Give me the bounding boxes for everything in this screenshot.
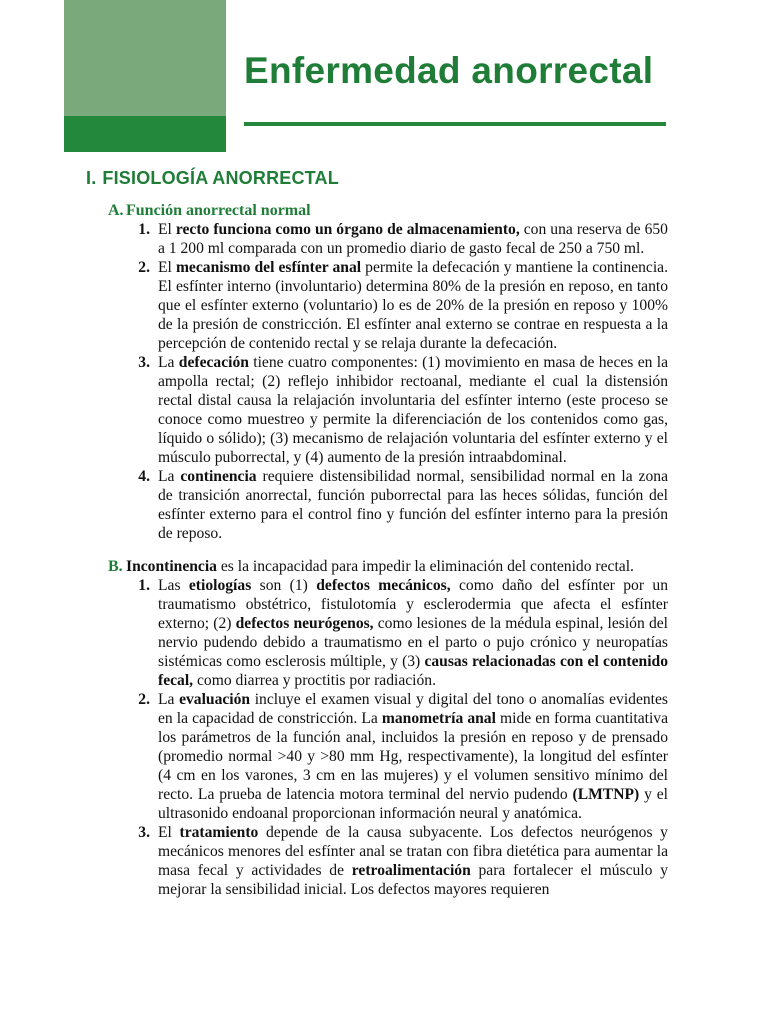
- text-run: El: [158, 259, 176, 276]
- list-item: [126, 823, 668, 899]
- text-run: La: [158, 468, 181, 485]
- bold-term: defecación: [178, 354, 249, 371]
- subsection-a-list: [126, 220, 668, 543]
- item-number: 1.: [138, 577, 150, 594]
- text-run: La: [158, 354, 179, 371]
- item-number: 4.: [138, 468, 150, 485]
- text-run: es la incapacidad para impedir la eliminación del contenido rectal.: [216, 558, 634, 575]
- bold-term: tratamiento: [179, 824, 259, 841]
- subsection-b: [86, 557, 668, 899]
- text-run: y el ultrasonido endoanal proporcionan información neural y anatómica.: [158, 786, 668, 822]
- text-run: como lesiones de la médula espinal, lesión del nervio pudendo debido a traumatismo en el parto o pujo crónico y neuropatías sistémicas como esclerosis múltiple, y (3): [158, 615, 668, 670]
- text-run: requiere distensibilidad normal, sensibilidad normal en la zona de transición anorrectal, función puborrectal para las heces sólidas, función del esfínter externo para el control fino y función del esfínter interno para la presión de reposo.: [158, 468, 668, 542]
- item-number: 1.: [138, 221, 150, 238]
- title-rule: [244, 122, 666, 126]
- text-run: Las: [158, 577, 189, 594]
- bold-term: etiologías: [188, 577, 252, 594]
- list-item: [126, 467, 668, 543]
- page-content: [86, 168, 668, 899]
- bold-term: defectos mecánicos,: [316, 577, 451, 594]
- bold-term: (LMTNP): [572, 786, 640, 803]
- item-number: 2.: [138, 691, 150, 708]
- section-title: FISIOLOGÍA ANORRECTAL: [102, 168, 339, 188]
- text-run: permite la defecación y mantiene la continencia. El esfínter interno (involuntario) determina 80% de la presión en reposo, en tanto que el esfínter externo (voluntario) lo es de 20% de la presión en reposo y 100% de la presión de constricción. El esfínter anal externo se contrae en respuesta a la percepción de contenido rectal y se relaja durante la defecación.: [158, 259, 668, 352]
- subsection-a-letter: A.: [108, 202, 124, 219]
- header-color-band: [64, 0, 226, 116]
- subsection-b-list: [126, 576, 668, 899]
- item-number: 3.: [138, 824, 150, 841]
- text-run: depende de la causa subyacente. Los defectos neurógenos y mecánicos menores del esfínter anal se tratan con fibra dietética para aumentar la masa fecal y actividades de: [158, 824, 668, 879]
- text-run: La: [158, 691, 180, 708]
- subsection-b-intro: [126, 557, 668, 576]
- bold-term: evaluación: [179, 691, 251, 708]
- list-item: [126, 576, 668, 690]
- bold-term: continencia: [180, 468, 257, 485]
- list-item: [126, 353, 668, 467]
- header-color-band-dark: [64, 116, 226, 152]
- text-run: como daño del esfínter por un traumatismo obstétrico, fistulotomía y esclerodermia que afecta el esfínter externo; (2): [158, 577, 668, 632]
- bold-term: mecanismo del esfínter anal: [175, 259, 362, 276]
- subsection-b-letter: B.: [108, 558, 123, 575]
- text-run: son (1): [251, 577, 317, 594]
- bold-term: causas relacionadas con el contenido fecal,: [158, 653, 668, 689]
- text-run: incluye el examen visual y digital del tono o anomalías evidentes en la capacidad de constricción. La: [158, 691, 668, 727]
- list-item: [126, 690, 668, 823]
- subsection-a-title: Función anorrectal normal: [126, 202, 311, 219]
- bold-term: defectos neurógenos,: [235, 615, 374, 632]
- text-run: mide en forma cuantitativa los parámetros de la función anal, incluidos la presión en reposo y de prensado (promedio normal >40 y >80 mm Hg, respectivamente), la longitud del esfínter (4 cm en los varones, 3 cm en las mujeres) y el volumen sensitivo mínimo del recto. La prueba de latencia motora terminal del nervio pudendo: [158, 710, 668, 803]
- text-run: tiene cuatro componentes: (1) movimiento en masa de heces en la ampolla rectal; (2) reflejo inhibidor rectoanal, mediante el cual la distensión rectal distal causa la relajación involuntaria del esfínter interno (este proceso se conoce como muestreo y permite la diferenciación de los contenidos como gas, líquido o sólido); (3) mecanismo de relajación voluntaria del esfínter externo y el músculo puborrectal, y (4) aumento de la presión intraabdominal.: [158, 354, 668, 466]
- section-number: I.: [86, 168, 97, 188]
- text-run: como diarrea y proctitis por radiación.: [193, 672, 436, 689]
- item-number: 2.: [138, 259, 150, 276]
- text-run: El: [158, 221, 176, 238]
- text-run: con una reserva de 650 a 1 200 ml comparada con un promedio diario de gasto fecal de 250 a 750 ml.: [158, 221, 668, 257]
- bold-term: recto funciona como un órgano de almacenamiento,: [175, 221, 520, 238]
- bold-term: retroalimentación: [351, 862, 471, 879]
- bold-term: Incontinencia: [126, 558, 217, 575]
- list-item: [126, 258, 668, 353]
- chapter-title: Enfermedad anorrectal: [244, 50, 654, 91]
- bold-term: manometría anal: [381, 710, 496, 727]
- list-item: [126, 220, 668, 258]
- subsection-a: [86, 201, 668, 543]
- item-number: 3.: [138, 354, 150, 371]
- text-run: para fortalecer el músculo y mejorar la sensibilidad inicial. Los defectos mayores requieren: [158, 862, 668, 898]
- text-run: El: [158, 824, 180, 841]
- section-heading: [86, 168, 668, 189]
